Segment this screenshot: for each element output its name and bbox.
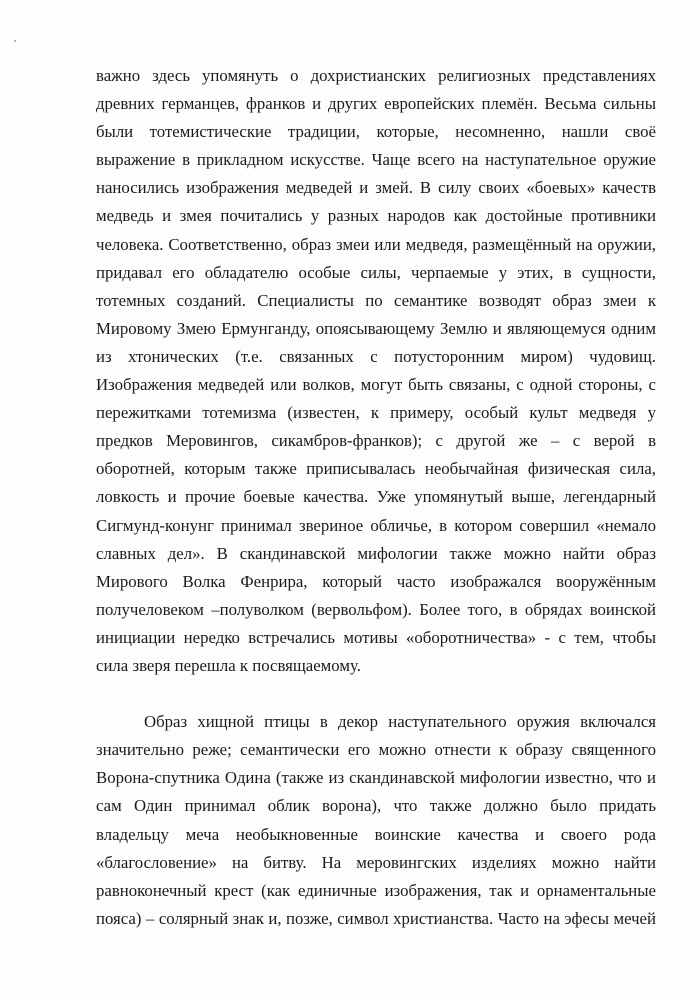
text-line: Мировому Змею Ермунганду, опоясывающему Землю и являющемуся одним <box>96 318 656 338</box>
text-line: сила зверя перешла к посвящаемому. <box>96 655 361 675</box>
paragraph-gap <box>96 680 656 708</box>
text-line: важно здесь упомянуть о дохристианских религиозных представлениях <box>96 66 656 85</box>
text-line: «благословение» на битву. На меровингских изделиях можно найти <box>96 852 656 872</box>
scan-speck <box>14 40 16 42</box>
text-line: наносились изображения медведей и змей. В силу своих «боевых» качеств <box>96 178 656 198</box>
text-line: значительно реже; семантически его можно отнести к образу священного <box>96 740 656 760</box>
text-line: славных дел». В скандинавской мифологии также можно найти образ <box>96 543 656 563</box>
text-line: Образ хищной птицы в декор наступательного оружия включался <box>144 712 656 732</box>
text-line: ловкость и прочие боевые качества. Уже упомянутый выше, легендарный <box>96 487 656 507</box>
text-line: получеловеком –полуволком (вервольфом). Более того, в обрядах воинской <box>96 599 656 619</box>
text-line: владельцу меча необыкновенные воинские качества и своего рода <box>96 824 656 844</box>
text-line: равноконечный крест (как единичные изображения, так и орнаментальные <box>96 880 656 900</box>
text-line: придавал его обладателю особые силы, черпаемые у этих, в сущности, <box>96 262 656 282</box>
text-line: Сигмунд-конунг принимал звериное обличье, в котором совершил «немало <box>96 515 656 535</box>
document-body <box>96 62 656 933</box>
text-line: медведь и змея почитались у разных народов как достойные противники <box>96 206 656 226</box>
text-line: инициации нередко встречались мотивы «оборотничества» - с тем, чтобы <box>96 627 656 647</box>
text-line: Мирового Волка Фенрира, который часто изображался вооружённым <box>96 571 656 591</box>
text-line: пережитками тотемизма (известен, к примеру, особый культ медведя у <box>96 403 656 423</box>
paragraph <box>96 62 656 680</box>
text-line: древних германцев, франков и других европейских племён. Весьма сильны <box>96 94 656 114</box>
text-line: человека. Соответственно, образ змеи или медведя, размещённый на оружии, <box>96 234 656 254</box>
text-line: Изображения медведей или волков, могут быть связаны, с одной стороны, с <box>96 375 656 395</box>
text-line: Ворона-спутника Одина (также из скандинавской мифологии известно, что и <box>96 768 656 788</box>
text-line: пояса) – солярный знак и, позже, символ христианства. Часто на эфесы мечей <box>96 908 656 928</box>
text-line: оборотней, которым также приписывалась необычайная физическая сила, <box>96 459 656 479</box>
text-line: предков Меровингов, сикамбров-франков); с другой же – с верой в <box>96 431 656 451</box>
text-line: тотемных созданий. Специалисты по семантике возводят образ змеи к <box>96 290 656 310</box>
paragraph <box>96 708 656 933</box>
text-line: из хтонических (т.е. связанных с потусторонним миром) чудовищ. <box>96 346 656 366</box>
text-line: были тотемистические традиции, которые, несомненно, нашли своё <box>96 122 656 142</box>
text-line: выражение в прикладном искусстве. Чаще всего на наступательное оружие <box>96 150 656 170</box>
text-line: сам Один принимал облик ворона), что также должно было придать <box>96 796 656 816</box>
